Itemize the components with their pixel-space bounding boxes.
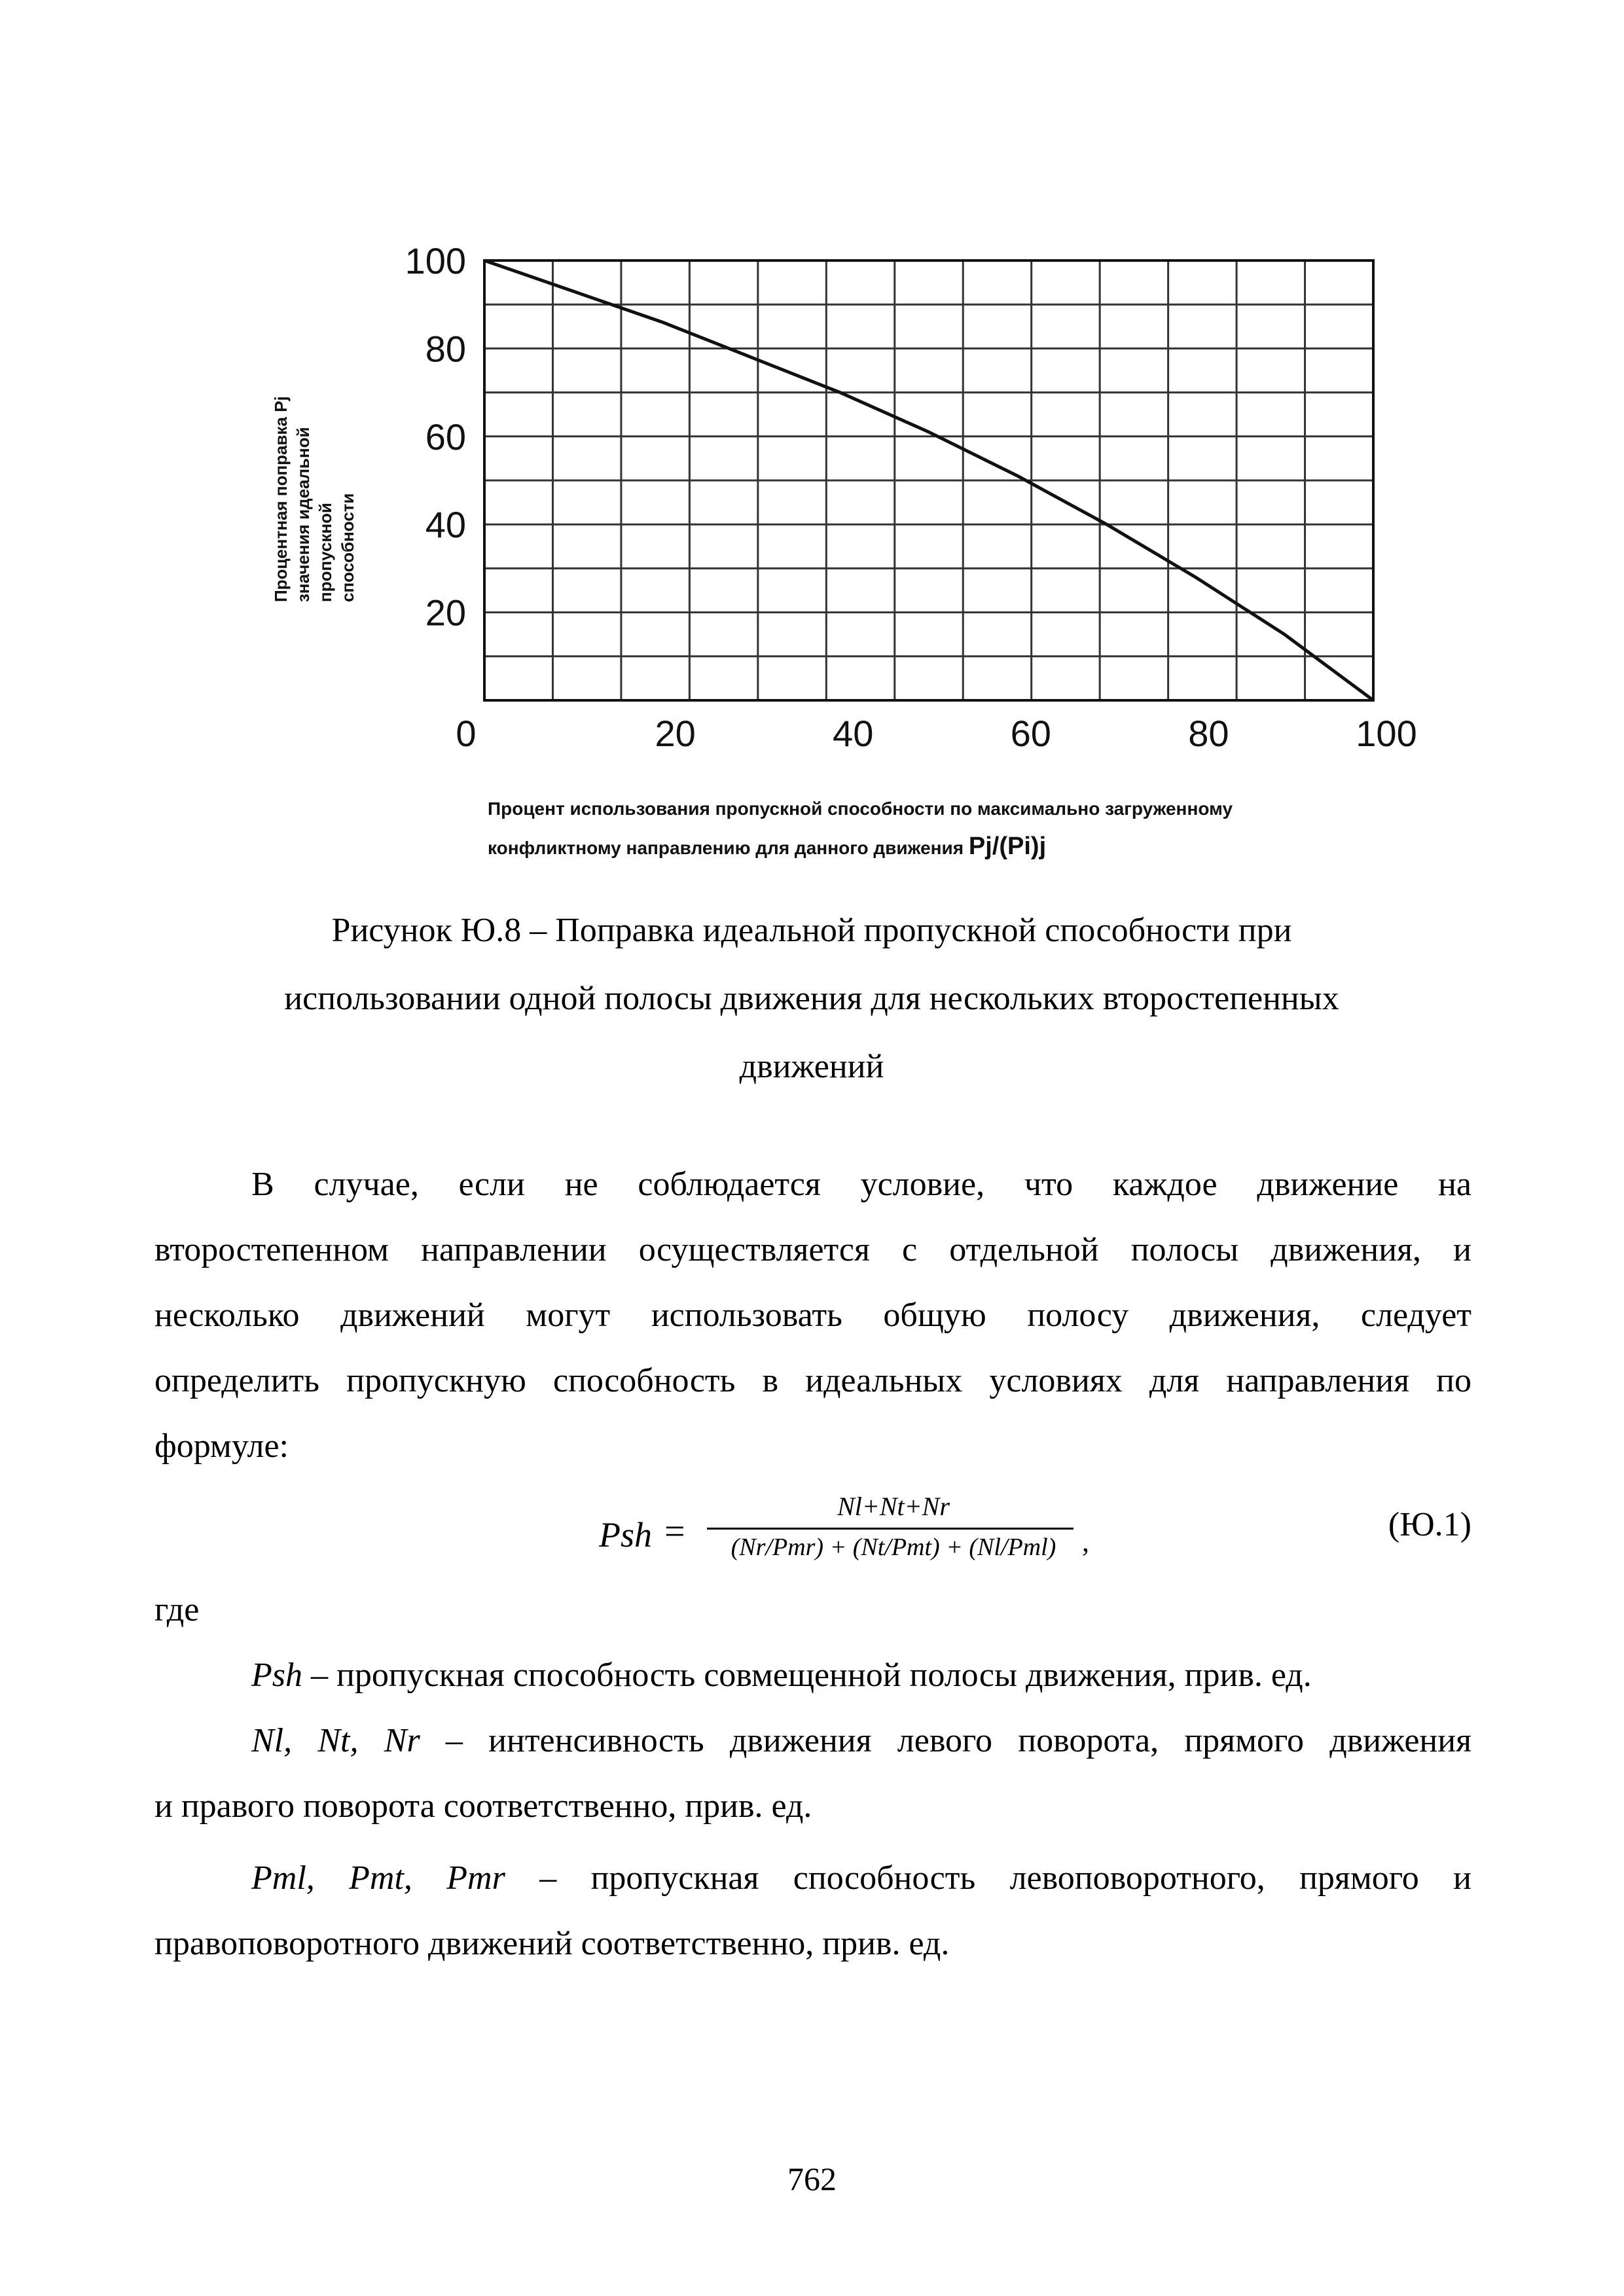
symbol-psh: Psh (251, 1657, 302, 1694)
x-tick-label: 0 (456, 713, 477, 754)
x-tick-label: 60 (1010, 713, 1051, 754)
y-axis-title-line4: способности (338, 493, 357, 602)
x-tick-labels (456, 713, 1416, 754)
x-tick-label: 40 (833, 713, 874, 754)
definition-p-line2: правоповоротного движений соответственно, прив. ед. (154, 1925, 950, 1962)
definition-n-line2: и правого поворота соответственно, прив. ед. (154, 1787, 812, 1825)
figure-caption-line2: использовании одной полосы движения для нескольких второстепенных (284, 980, 1339, 1017)
x-axis-title-ratio: Pj/(Pi)j (968, 833, 1047, 860)
y-axis-title (271, 391, 357, 602)
where-label: где (154, 1591, 200, 1628)
figure-caption-line3: движений (739, 1048, 884, 1085)
equation-number: (Ю.1) (1388, 1506, 1471, 1543)
paragraph-line5: формуле: (154, 1427, 289, 1465)
x-axis-title-text: конфликтному направлению для данного движения (488, 838, 964, 858)
x-axis-title-line1: Процент использования пропускной способности по максимально загруженному (488, 798, 1233, 819)
y-axis-title-line3: пропускной (316, 502, 335, 602)
formula-comma: , (1082, 1526, 1089, 1558)
definition-n-line1 (251, 1721, 1471, 1760)
x-tick-label: 80 (1188, 713, 1229, 754)
fraction-bar (707, 1528, 1074, 1530)
y-axis-title-line2: значения идеальной (293, 427, 313, 602)
page-number: 762 (787, 2161, 837, 2197)
formula-equals: = (664, 1511, 685, 1552)
definition-n-text: – интенсивность движения левого поворота, прямого движения (420, 1722, 1471, 1759)
figure-caption-line1: Рисунок Ю.8 – Поправка идеальной пропускной способности при (331, 912, 1292, 949)
x-axis-title-line2 (488, 833, 1046, 860)
chart-grid (484, 260, 1373, 700)
definition-psh (251, 1656, 1471, 1695)
paragraph-line3: несколько движений могут использовать общую полосу движения, следует (154, 1297, 1471, 1334)
definition-psh-text: – пропускная способность совмещенной полосы движения, прив. ед. (302, 1657, 1312, 1694)
y-tick-label: 40 (425, 504, 466, 546)
y-tick-label: 60 (425, 416, 466, 457)
y-axis-title-line1: Процентная поправка Pj (271, 396, 291, 602)
formula-numerator: Nl+Nt+Nr (837, 1492, 950, 1521)
definition-p-text: – пропускная способность левоповоротного, прямого и (505, 1859, 1471, 1897)
paragraph-line2: второстепенном направлении осуществляется с отдельной полосы движения, и (154, 1231, 1471, 1268)
y-tick-label: 100 (405, 240, 466, 281)
x-tick-label: 20 (655, 713, 696, 754)
chart (0, 0, 1624, 877)
definition-p-line1 (251, 1859, 1471, 1897)
formula (599, 1486, 1162, 1584)
formula-denominator: (Nr/Pmr) + (Nt/Pmt) + (Nl/Pml) (731, 1534, 1056, 1561)
formula-lhs: Psh (599, 1515, 652, 1554)
paragraph-line1: В случае, если не соблюдается условие, что каждое движение на (251, 1166, 1471, 1203)
x-tick-label: 100 (1356, 713, 1417, 754)
y-tick-label: 80 (425, 328, 466, 370)
paragraph-line4: определить пропускную способность в идеальных условиях для направления по (154, 1362, 1471, 1399)
symbol-p: Pml, Pmt, Pmr (251, 1859, 505, 1897)
symbol-n: Nl, Nt, Nr (251, 1722, 420, 1759)
y-tick-labels (405, 240, 466, 634)
y-tick-label: 20 (425, 592, 466, 634)
